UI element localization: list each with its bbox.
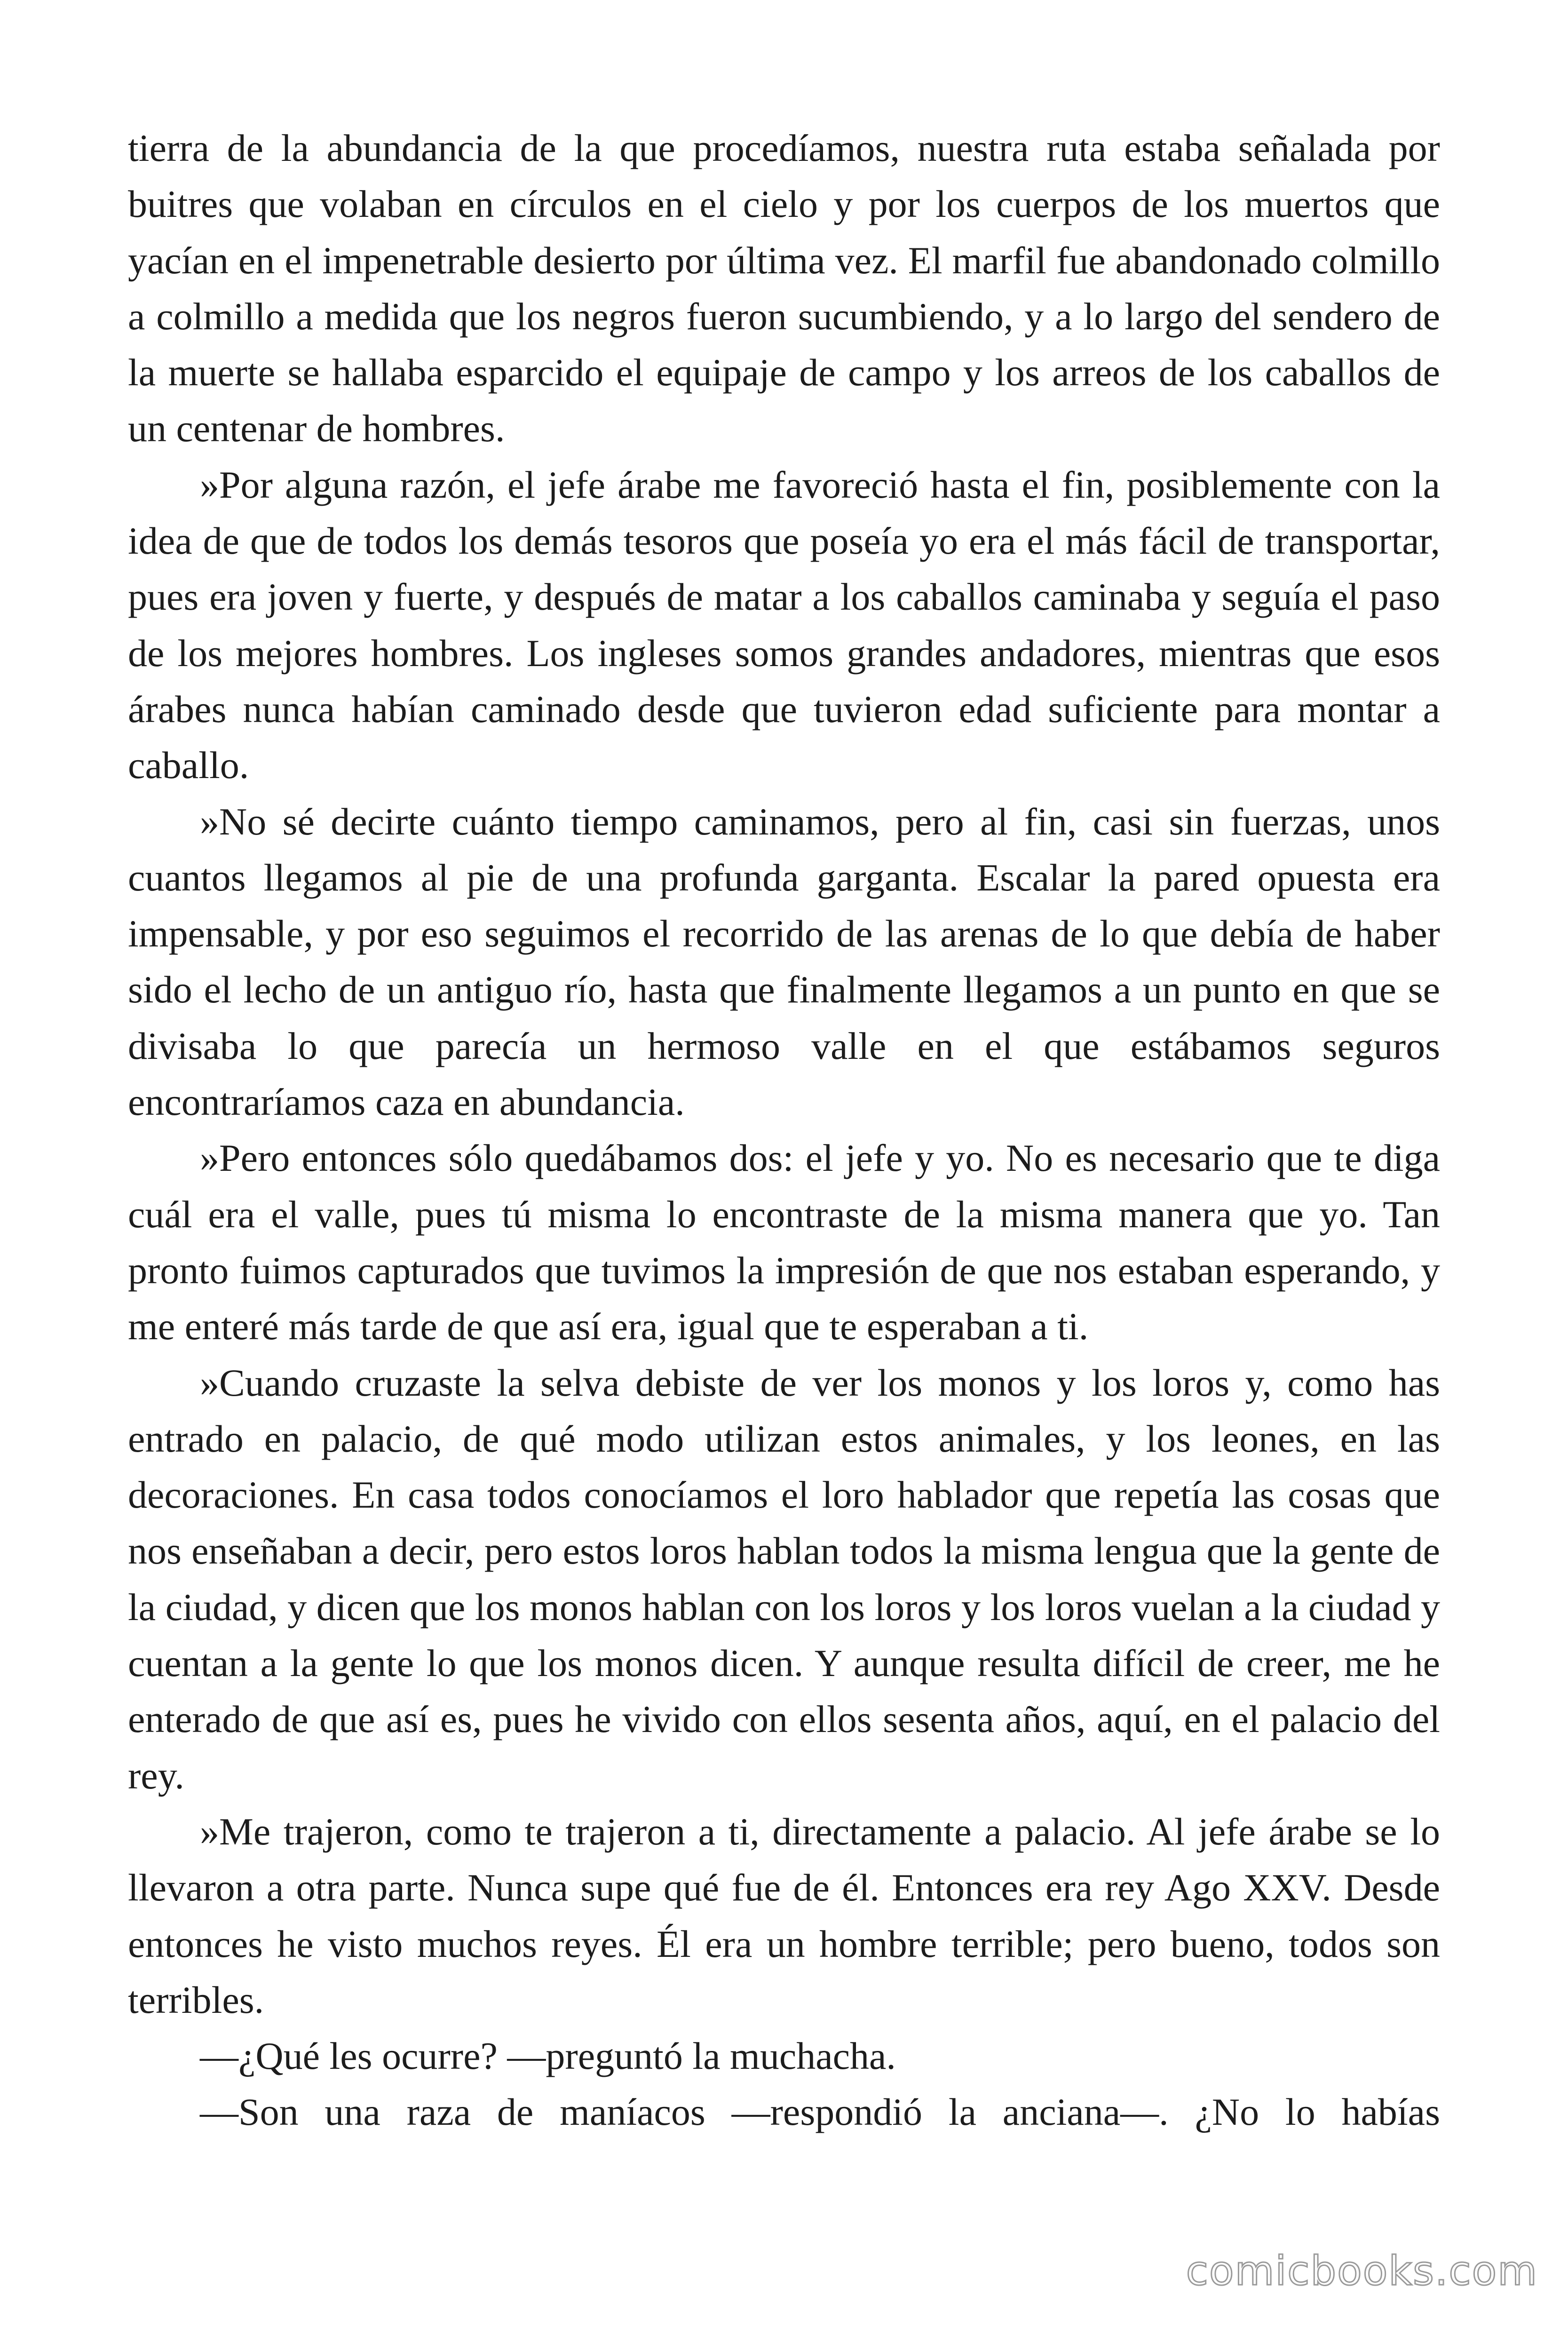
paragraph: »Pero entonces sólo quedábamos dos: el jefe y yo. No es necesario que te diga cuál era el valle, pues tú misma lo encontraste de la misma manera que yo. Tan pronto fuimos capturados que tuvimos la impresión de que nos estaban esperando, y me enteré más tarde de que así era, igual que te esperaban a ti. bbox=[128, 1136, 1440, 1348]
dialogue-line: —¿Qué les ocurre? —preguntó la muchacha. bbox=[200, 2034, 896, 2078]
paragraph: »Cuando cruzaste la selva debiste de ver los monos y los loros y, como has entrado en palacio, de qué modo utilizan estos animales, y los leones, en las decoraciones. En casa todos conocíamos el loro hablador que repetía las cosas que nos enseñaban a decir, pero estos loros hablan todos la misma lengua que la gente de la ciudad, y dicen que los monos hablan con los loros y los loros vuelan a la ciudad y cuentan a la gente lo que los monos dicen. Y aunque resulta difícil de creer, me he enterado de que así es, pues he vivido con ellos sesenta años, aquí, en el palacio del rey. bbox=[128, 1361, 1440, 1797]
paragraph: tierra de la abundancia de la que procedíamos, nuestra ruta estaba señalada por buitres que volaban en círculos en el cielo y por los cuerpos de los muertos que yacían en el impenetrable desierto por última vez. El marfil fue abandonado colmillo a colmillo a medida que los negros fueron sucumbiendo, y a lo largo del sendero de la muerte se hallaba esparcido el equipaje de campo y los arreos de los caballos de un centenar de hombres. bbox=[128, 127, 1440, 450]
book-page-text bbox=[128, 120, 1440, 2140]
paragraph: »Me trajeron, como te trajeron a ti, directamente a palacio. Al jefe árabe se lo llevaron a otra parte. Nunca supe qué fue de él. Entonces era rey Ago XXV. Desde entonces he visto muchos reyes. Él era un hombre terrible; pero bueno, todos son terribles. bbox=[128, 1810, 1440, 2021]
watermark: comicbooks.com bbox=[1186, 2248, 1538, 2295]
paragraph: »Por alguna razón, el jefe árabe me favoreció hasta el fin, posiblemente con la idea de que de todos los demás tesoros que poseía yo era el más fácil de transportar, pues era joven y fuerte, y después de matar a los caballos caminaba y seguía el paso de los mejores hombres. Los ingleses somos grandes andadores, mientras que esos árabes nunca habían caminado desde que tuvieron edad suficiente para montar a caballo. bbox=[128, 463, 1440, 787]
dialogue-line: —Son una raza de maníacos —respondió la anciana—. ¿No lo habías bbox=[200, 2090, 1440, 2134]
paragraph: »No sé decirte cuánto tiempo caminamos, pero al fin, casi sin fuerzas, unos cuantos llegamos al pie de una profunda garganta. Escalar la pared opuesta era impensable, y por eso seguimos el recorrido de las arenas de lo que debía de haber sido el lecho de un antiguo río, hasta que finalmente llegamos a un punto en que se divisaba lo que parecía un hermoso valle en el que estábamos seguros encontraríamos caza en abundancia. bbox=[128, 800, 1440, 1124]
